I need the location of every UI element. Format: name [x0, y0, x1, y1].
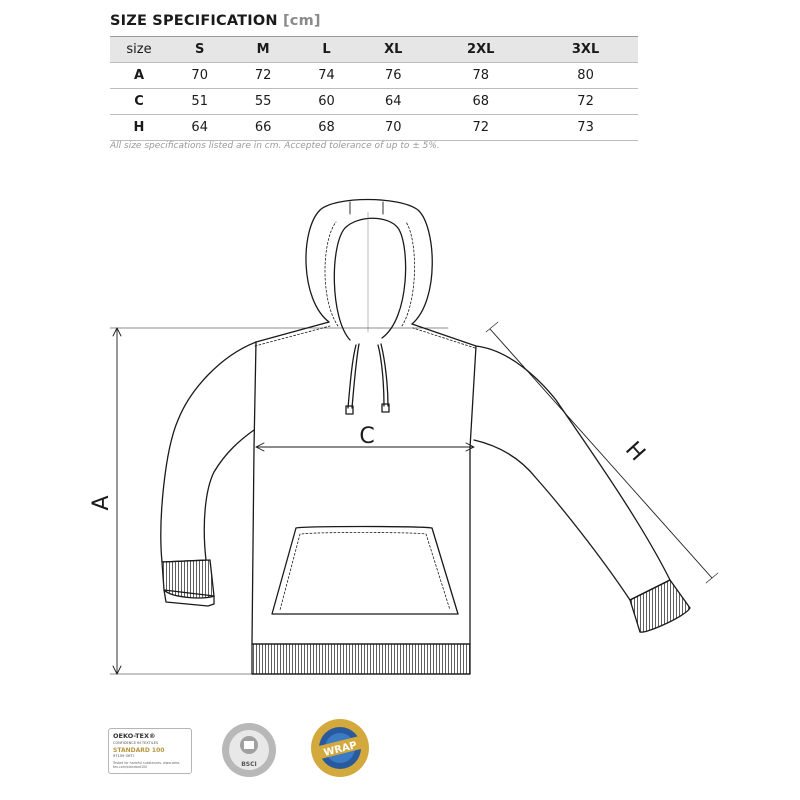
dimension-a — [110, 328, 448, 674]
tolerance-note: All size specifications listed are in cm. Accepted tolerance of up to ± 5%. — [110, 141, 440, 151]
oeko-sub: CONFIDENCE IN TEXTILES — [113, 741, 159, 745]
label-a: A — [89, 495, 114, 511]
table-cell: 72 — [533, 89, 638, 115]
table-cell: 64 — [358, 89, 428, 115]
title-unit: [cm] — [282, 13, 321, 29]
size-header-cell: M — [231, 37, 294, 63]
table-cell: 51 — [168, 89, 231, 115]
dimension-h — [486, 322, 718, 583]
row-label: C — [110, 89, 168, 115]
table-cell: 78 — [428, 63, 533, 89]
oeko-number: 97159 OETI — [113, 754, 134, 758]
oeko-tex-logo — [108, 728, 192, 774]
size-header-cell: 2XL — [428, 37, 533, 63]
table-cell: 73 — [533, 115, 638, 141]
title-main: SIZE SPECIFICATION — [110, 13, 278, 29]
hood-opening — [334, 218, 405, 340]
row-label: A — [110, 63, 168, 89]
label-h: H — [620, 437, 650, 467]
oeko-tested: Tested for harmful substances. www.oeko-tex.com/standard100 — [113, 761, 181, 769]
table-cell: 70 — [358, 115, 428, 141]
right-cuff — [630, 580, 690, 632]
waistband — [252, 644, 470, 674]
bsci-label: BSCI — [241, 761, 257, 768]
kangaroo-pocket — [272, 527, 458, 615]
table-cell: 72 — [428, 115, 533, 141]
oeko-title: OEKO-TEX® — [113, 732, 156, 740]
size-header-cell: XL — [358, 37, 428, 63]
table-cell: 64 — [168, 115, 231, 141]
table-cell: 68 — [295, 115, 358, 141]
size-header-cell: S — [168, 37, 231, 63]
table-cell: 72 — [231, 63, 294, 89]
body-outline — [252, 322, 476, 644]
table-cell: 66 — [231, 115, 294, 141]
table-cell: 74 — [295, 63, 358, 89]
table-cell: 68 — [428, 89, 533, 115]
table-cell: 55 — [231, 89, 294, 115]
size-header-label: size — [110, 37, 168, 63]
left-sleeve — [161, 342, 256, 562]
table-cell: 76 — [358, 63, 428, 89]
row-label: H — [110, 115, 168, 141]
wrap-logo — [311, 719, 369, 777]
table-cell: 70 — [168, 63, 231, 89]
size-header-cell: 3XL — [533, 37, 638, 63]
bsci-logo — [222, 723, 276, 777]
size-header-cell: L — [295, 37, 358, 63]
wrap-label: WRAP — [322, 740, 359, 759]
right-sleeve — [474, 346, 670, 600]
label-c: C — [359, 424, 375, 449]
table-cell: 60 — [295, 89, 358, 115]
oeko-standard: STANDARD 100 — [113, 747, 165, 754]
table-cell: 80 — [533, 63, 638, 89]
